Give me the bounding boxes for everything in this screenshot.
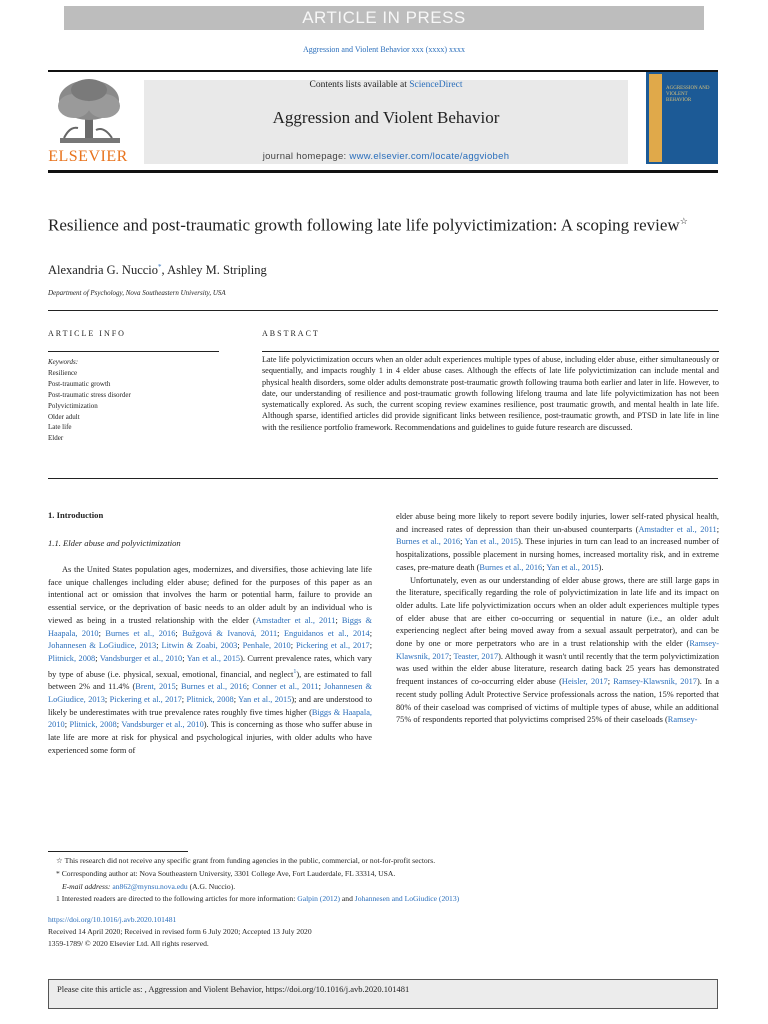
citation-link[interactable]: Biggs & Haapala, 2010 <box>48 707 372 730</box>
text-run: Unfortunately, even as our understanding of elder abuse grows, there are still large gaps in the literature, specifically regarding the role of polyvictimization in late life and its impact on older adults. Late life polyvictimization occurs when an older adult experiences multiple types of elder abuse that are either co-occurring or sequential in nature (i.e., an older adult experiencing neglect after being moved away from a sexual assault perpetrator), and can be done by one or more perpetrators who are in a trust relationship with the elder ( <box>396 575 719 649</box>
citation-link[interactable]: Ramsey- <box>667 715 698 725</box>
text-run: As the United States population ages, modernizes, and diversifies, those achieving late life face unique challenges including elder abuse; defined for the purposes of this paper as an intentional act or omission that involves the harm or potential harm, failure to provide an essential service, or the deprivation of basic needs to an older adult by an individual who is viewed as being in a trusted relationship with the elder ( <box>48 565 372 625</box>
citation-link[interactable]: Plitnick, 2008 <box>69 720 117 730</box>
info-top-rule <box>48 310 718 311</box>
homepage-prefix: journal homepage: <box>262 151 350 162</box>
citation-link[interactable]: Ramsey-Klawsnik, 2017 <box>396 639 719 661</box>
copyright: 1359-1789/ © 2020 Elsevier Ltd. All rights reserved. <box>48 939 209 948</box>
journal-citation-link[interactable]: Aggression and Violent Behavior xxx (xxxx) xxxx <box>302 45 465 54</box>
citation-link[interactable]: Amstadter et al., 2011 <box>638 524 717 534</box>
right-column-text <box>396 511 719 727</box>
affiliation: Department of Psychology, Nova Southeastern University, USA <box>48 289 226 297</box>
keyword-item: Older adult <box>48 412 80 421</box>
footnote-1-text: 1 Interested readers are directed to the following articles for more information: <box>56 894 298 903</box>
text-run: ), are estimated to fall between 2% and 11.4% ( <box>48 669 372 692</box>
intro-paragraph-2: Unfortunately, even as our understanding of elder abuse grows, there are still large gaps in the literature, specifically regarding the role of polyvictimization in late life and its impact on older adults. Late life polyvictimization occurs when an older adult experiences multiple types of elder abuse that are either co-occurring or sequential in nature (i.e., an older adult experiencing neglect after being moved away from a sexual assault perpetrator), and can be done by one or more perpetrators who are in a trust relationship with the elder (Ramsey-Klawsnik, 2017; Teaster, 2017). Although it wasn't until recently that the term polyvictimization was used within the elder abuse literature, research dating back 25 years has demonstrated frequent instances of co-occurring elder abuse (Heisler, 2017; Ramsey-Klawsnik, 2017). In a recent study polling Adult Protective Service professionals across the nation, 15% reported that 80% of their caseload was comprised of victims of multiple types of abuse, while an additional 75% of respondents reported that polyvictims comprised 25% of their caseloads (Ramsey- <box>396 575 719 725</box>
intro-paragraph-1-continued: elder abuse being more likely to report severe bodily injuries, lower self-rated physical health, and increased rates of depression than their un-abused counterparts (Amstadter et al., 2011; Burnes et al., 2016; Yan et al., 2015). These injuries in turn can lead to an increased number of hospitalizations, possible placement in nursing homes, increased mortality risk, and in extreme cases, pre-mature death (Burnes et al., 2016; Yan et al., 2015). <box>396 512 720 572</box>
citation-link[interactable]: Amstadter et al., 2011 <box>255 615 336 625</box>
email-suffix: (A.G. Nuccio). <box>187 882 236 891</box>
citation-link[interactable]: Enguidanos et al., 2014 <box>283 628 370 638</box>
contents-line <box>144 80 628 90</box>
article-title <box>48 210 708 237</box>
citation-link[interactable]: Teaster, 2017 <box>453 651 499 661</box>
citation-link[interactable]: Pickering et al., 2017 <box>109 694 182 704</box>
email-label: E-mail address: <box>62 882 111 891</box>
article-info-heading: ARTICLE INFO <box>48 329 126 338</box>
abstract-text: Late life polyvictimization occurs when an older adult experiences multiple types of abuse, including elder abuse, either simultaneously or sequentially, and impacts roughly 1 in 4 elder abuse cases. Although the effects of late life polyvictimization can include mental and physical health disorders, some older adults demonstrate post-traumatic growth following trauma both earlier and later in life. However, to date, our understanding of resilience and post-traumatic growth following lifelong trauma and late life polyvictimization has not been systematically explored. As such, the current scoping review examines resilience, post traumatic growth, and mental health in late life. Although sparse, identified articles did provide significant links between resilience, post-traumatic growth, and PTSD in late life in line with the resilience portfolio framework. Recommendations and guidelines to guide future research are discussed. <box>262 355 719 432</box>
citation-link[interactable]: Burnes et al., 2016 <box>105 628 176 638</box>
header-top-rule <box>48 70 718 72</box>
citation-link[interactable]: Yan et al., 2015 <box>186 653 241 663</box>
keywords-block <box>48 357 131 444</box>
citation-link[interactable]: Vandsburger et al., 2010 <box>121 720 204 730</box>
keyword-item: Resilience <box>48 368 78 377</box>
text-run: ). Current prevalence rates, which vary by type of abuse (i.e. physical, sexual, emotional, financial, and neglect <box>48 653 372 679</box>
author-nuccio[interactable]: Alexandria G. Nuccio <box>48 263 159 278</box>
citation-link[interactable]: Litwin & Zoabi, 2003 <box>161 641 238 651</box>
keyword-item: Polyvictimization <box>48 401 98 410</box>
citation-link[interactable]: Johannesen & LoGiudice, 2013 <box>48 641 157 651</box>
author-separator: , <box>161 263 168 278</box>
citation-link[interactable]: Yan et al., 2015 <box>464 537 519 547</box>
cover-title: AGGRESSION AND VIOLENT BEHAVIOR <box>666 86 710 103</box>
abstract-heading: ABSTRACT <box>262 329 320 338</box>
text-run: ). These injuries in turn can lead to an increased number of hospitalizations, possible placement in nursing homes, increased mortality risk, and in extreme cases, pre-mature death ( <box>396 537 719 572</box>
citation-link[interactable]: Yan et al., 2015 <box>238 694 292 704</box>
citation-link[interactable]: Burnes et al., 2016 <box>396 537 461 547</box>
text-run: ). In a recent study polling Adult Protective Service professionals across the nation, 15% reported that 80% of their caseload was comprised of victims of multiple types of abuse, while an additional 75% of respondents reported that polyvictims comprised 25% of their caseloads ( <box>396 677 719 725</box>
citation-link[interactable]: Ramsey-Klawsnik, 2017 <box>613 677 697 687</box>
footnote-1 <box>56 893 459 905</box>
footnote-rule <box>48 851 188 852</box>
journal-title: Aggression and Violent Behavior <box>272 108 500 127</box>
header-bottom-rule <box>48 170 718 173</box>
contents-prefix: Contents lists available at <box>309 80 410 90</box>
citation-link[interactable]: Johannesen and LoGiudice (2013) <box>354 894 460 903</box>
citation-link[interactable]: Heisler, 2017 <box>561 677 608 687</box>
title-footnote-mark[interactable]: ☆ <box>679 216 688 226</box>
footnote-1-mark[interactable]: 1 <box>293 668 297 675</box>
footnote-email <box>62 881 235 893</box>
citation-link[interactable]: Vandsburger et al., 2010 <box>99 653 183 663</box>
citation-link[interactable]: Conner et al., 2011 <box>252 682 319 692</box>
left-column-text <box>48 564 372 757</box>
email-link[interactable]: an862@mynsu.nova.edu <box>112 882 188 891</box>
sciencedirect-link[interactable]: ScienceDirect <box>409 80 463 90</box>
subsection-heading: 1.1. Elder abuse and polyvictimization <box>48 538 181 548</box>
keyword-item: Late life <box>48 423 72 432</box>
author-stripling[interactable]: Ashley M. Stripling <box>167 263 267 278</box>
citation-link[interactable]: Burnes et al., 2016 <box>181 682 247 692</box>
citation-link[interactable]: Plitnick, 2008 <box>48 653 96 663</box>
journal-homepage <box>144 151 628 162</box>
citation-link[interactable]: Biggs & Haapala, 2010 <box>48 615 372 638</box>
elsevier-tree-logo <box>52 76 128 146</box>
abstract-rule <box>262 351 719 352</box>
text-run: ). <box>598 562 604 572</box>
citation-link[interactable]: Johannesen & LoGiudice, 2013 <box>48 682 372 704</box>
citation-link[interactable]: Bužgová & Ivanová, 2011 <box>182 628 278 638</box>
cite-this-article-box <box>48 979 718 1009</box>
citation-link[interactable]: Yan et al., 2015 <box>546 562 599 572</box>
keyword-item: Post-traumatic growth <box>48 379 111 388</box>
cite-this-article-text[interactable]: Please cite this article as: , Aggression and Violent Behavior, https://doi.org/10.1016/j.avb.2020.101481 <box>57 984 410 994</box>
text-run: ). Although it wasn't until recently that the term polyvictimization was used within the elder abuse literature, research dating back 25 years has demonstrated frequent instances of co-occurring elder abuse ( <box>396 651 719 687</box>
article-in-press-banner: ARTICLE IN PRESS <box>64 6 704 30</box>
received-dates: Received 14 April 2020; Received in revised form 6 July 2020; Accepted 13 July 2020 <box>48 927 312 936</box>
footnote-corresponding: * Corresponding author at: Nova Southeastern University, 3301 College Ave, Fort Lauderdale, FL 33314, USA. <box>56 869 396 878</box>
keyword-item: Elder <box>48 434 64 443</box>
section-heading-introduction: 1. Introduction <box>48 510 104 520</box>
footnote-funding: ☆ This research did not receive any specific grant from funding agencies in the public, commercial, or not-for-profit sectors. <box>56 856 436 865</box>
footnote-1-and: and <box>340 894 355 903</box>
cover-stripe <box>649 74 662 162</box>
elsevier-wordmark: ELSEVIER <box>48 148 128 165</box>
keyword-item: Post-traumatic stress disorder <box>48 390 131 399</box>
text-run: elder abuse being more likely to report severe bodily injuries, lower self-rated physical health, and increased rates of depression than their un-abused counterparts ( <box>396 512 719 534</box>
citation-link[interactable]: Burnes et al., 2016 <box>479 562 543 572</box>
homepage-link[interactable]: www.elsevier.com/locate/aggviobeh <box>349 151 510 162</box>
citation-link[interactable]: Brent, 2015 <box>135 682 176 692</box>
author-list <box>48 263 267 278</box>
journal-cover-thumbnail[interactable] <box>646 72 718 164</box>
text-run: ); and are understood to likely be underestimates with true prevalence rates roughly five times higher ( <box>48 694 373 717</box>
citation-link[interactable]: Galpin (2012) <box>297 894 341 903</box>
article-title-text: Resilience and post-traumatic growth following late life polyvictimization: A scoping review <box>48 215 680 235</box>
abstract-bottom-rule <box>48 478 718 479</box>
citation-link[interactable]: Penhale, 2010 <box>242 641 291 651</box>
corresponding-author-mark[interactable]: * <box>158 263 162 271</box>
article-info-rule <box>48 351 219 352</box>
keywords-label: Keywords: <box>48 358 79 366</box>
citation-link[interactable]: Plitnick, 2008 <box>186 694 234 704</box>
intro-paragraph-1: As the United States population ages, modernizes, and diversifies, those achieving late life face unique challenges including elder abuse; defined for the purposes of this paper as an intentional act or omission that involves the harm or potential harm, failure to provide an essential service, or the deprivation of basic needs to an older adult by an individual who is viewed as being in a trusted relationship with the elder (Amstadter et al., 2011; Biggs & Haapala, 2010; Burnes et al., 2016; Bužgová & Ivanová, 2011; Enguidanos et al., 2014; Johannesen & LoGiudice, 2013; Litwin & Zoabi, 2003; Penhale, 2010; Pickering et al., 2017; Plitnick, 2008; Vandsburger et al., 2010; Yan et al., 2015). Current prevalence rates, which vary by type of abuse (i.e. physical, sexual, emotional, financial, and neglect$^1$), are estimated to fall between 2% and 11.4% (Brent, 2015; Burnes et al., 2016; Conner et al., 2011; Johannesen & LoGiudice, 2013; Pickering et al., 2017; Plitnick, 2008; Yan et al., 2015); and are understood to likely be underestimates with true prevalence rates roughly five times higher (Biggs & Haapala, 2010; Plitnick, 2008; Vandsburger et al., 2010). This is concerning as those who suffer abuse in late life are more at risk for physical and psychological injuries, with older adults who have experienced some form of <box>48 565 373 755</box>
text-run: ). This is concerning as those who suffer abuse in late life are more at risk for physical and psychological injuries, with older adults who have experienced some form of <box>48 720 372 755</box>
citation-link[interactable]: Pickering et al., 2017 <box>295 641 370 651</box>
doi-link[interactable]: https://doi.org/10.1016/j.avb.2020.101481 <box>48 915 177 924</box>
